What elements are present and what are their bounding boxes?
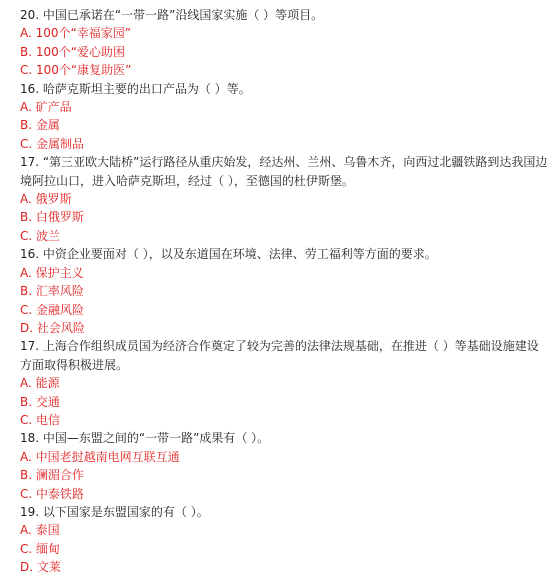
question-stem: 16. 哈萨克斯坦主要的出口产品为（ ）等。 xyxy=(20,81,251,96)
question-block xyxy=(20,80,550,154)
option-b: B. 100个“爱心助困 xyxy=(20,44,125,59)
question-block xyxy=(20,6,550,80)
option-c: C. 缅甸 xyxy=(20,541,61,556)
option-c: C. 波兰 xyxy=(20,228,61,243)
option-a: A. 矿产品 xyxy=(20,100,72,115)
question-stem: 16. 中资企业要面对（ ），以及东道国在环境、法律、劳工福利等方面的要求。 xyxy=(20,247,437,262)
option-d: D. 文莱 xyxy=(20,560,61,575)
quiz-document xyxy=(20,6,550,577)
option-a: A. 俄罗斯 xyxy=(20,192,72,207)
option-a: A. 泰国 xyxy=(20,523,60,538)
option-c: C. 中泰铁路 xyxy=(20,486,85,501)
option-b: B. 金属 xyxy=(20,118,60,133)
option-b: B. 汇率风险 xyxy=(20,284,84,299)
question-stem: 19. 以下国家是东盟国家的有（ ）。 xyxy=(20,504,209,519)
question-stem: 20. 中国已承诺在“一带一路”沿线国家实施（ ）等项目。 xyxy=(20,8,324,22)
question-stem: 18. 中国—东盟之间的“一带一路”成果有（ ）。 xyxy=(20,431,270,446)
option-b: B. 澜湄合作 xyxy=(20,468,84,483)
question-block xyxy=(20,337,550,429)
option-b: B. 白俄罗斯 xyxy=(20,210,84,225)
option-a: A. 中国老挝越南电网互联互通 xyxy=(20,449,180,464)
question-stem: 17. 上海合作组织成员国为经济合作奠定了较为完善的法律法规基础，在推进（ ）等基础设施建设方面取得积极进展。 xyxy=(20,339,539,372)
question-block xyxy=(20,503,550,577)
option-c: C. 金属制品 xyxy=(20,136,85,151)
question-block xyxy=(20,245,550,337)
option-d: D. 社会风险 xyxy=(20,320,85,335)
option-c: C. 金融风险 xyxy=(20,302,85,317)
option-a: A. 保护主义 xyxy=(20,265,84,280)
option-b: B. 交通 xyxy=(20,394,60,409)
question-block xyxy=(20,429,550,503)
option-a: A. 100个“幸福家园” xyxy=(20,26,131,41)
option-c: C. 100个“康复助医” xyxy=(20,63,132,78)
option-a: A. 能源 xyxy=(20,376,60,391)
option-c: C. 电信 xyxy=(20,412,61,427)
question-stem: 17. “第三亚欧大陆桥”运行路径从重庆始发，经达州、兰州、乌鲁木齐，向西过北疆铁路到达我国边境阿拉山口，进入哈萨克斯坦，经过（ ），至德国的杜伊斯堡。 xyxy=(20,155,548,188)
question-block xyxy=(20,153,550,245)
